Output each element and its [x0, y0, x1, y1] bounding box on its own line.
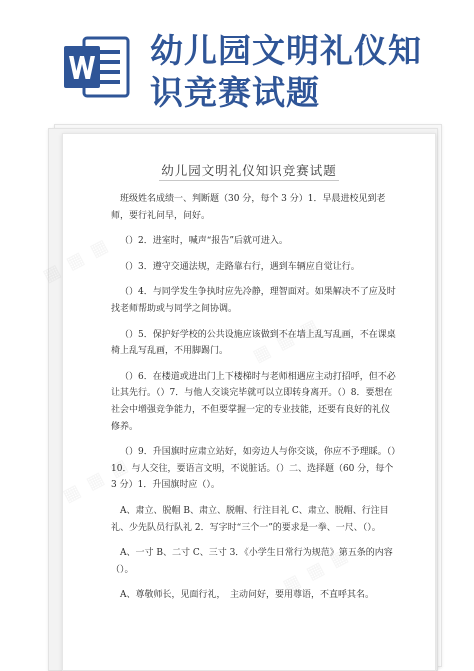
document-page — [62, 133, 436, 671]
paragraph: （）2．进室时，喊声“报告”后就可进入。 — [120, 236, 288, 247]
paragraph: 班级姓名成绩一、判断题（30 分，每个 3 分）1．早晨进校见到老师，要行礼问早，问好。 — [111, 194, 386, 221]
paragraph: （）5．保护好学校的公共设施应该做到不在墙上乱写乱画，不在课桌椅上乱写乱画，不用脚踢门。 — [111, 329, 396, 357]
paragraph: （）9．升国旗时应肃立站好，如旁边人与你交谈，你应不予理睬。（）10．与人交往，要语言文明，不说脏话。（）二、选择题（60 分，每个 3 分）1．升国旗时应（）。 — [111, 447, 396, 491]
paragraph: A、肃立、脱帽 B、肃立、脱帽、行注目礼 C、肃立、脱帽、行注目礼、少先队员行队礼 2．写字时“三个一”的要求是一拳、一尺、（）。 — [111, 505, 389, 533]
paragraph: （）3．遵守交通法规，走路靠右行，遇到车辆应自觉让行。 — [120, 261, 360, 272]
document-title: 幼儿园文明礼仪知识竞赛试题 — [161, 163, 337, 178]
paragraph: （）4．与同学发生争执时应先冷静，理智面对。如果解决不了应及时找老师帮助或与同学之间协调。 — [111, 287, 396, 314]
word-document-icon — [62, 32, 132, 102]
paragraph: A、一寸 B、二寸 C、三寸 3．《小学生日常行为规范》第五条的内容（）。 — [111, 548, 393, 575]
banner-title: 幼儿园文明礼仪知 识竞赛试题 — [150, 31, 422, 112]
document-body — [111, 191, 397, 604]
paragraph: （）6．在楼道或进出门上下楼梯时与老师相遇应主动打招呼，但不必让其先行。（）7．与他人交谈完毕就可以立即转身离开。（）8．要想在社会中增强竞争能力，不但要掌握一定的专业技能，还要有良好的礼仪修养。 — [111, 371, 396, 432]
header-banner — [0, 0, 474, 120]
paragraph: A、尊敬师长，见面行礼， 主动问好，要用尊语，不直呼其名。 — [120, 590, 375, 601]
title-divider — [159, 180, 339, 181]
